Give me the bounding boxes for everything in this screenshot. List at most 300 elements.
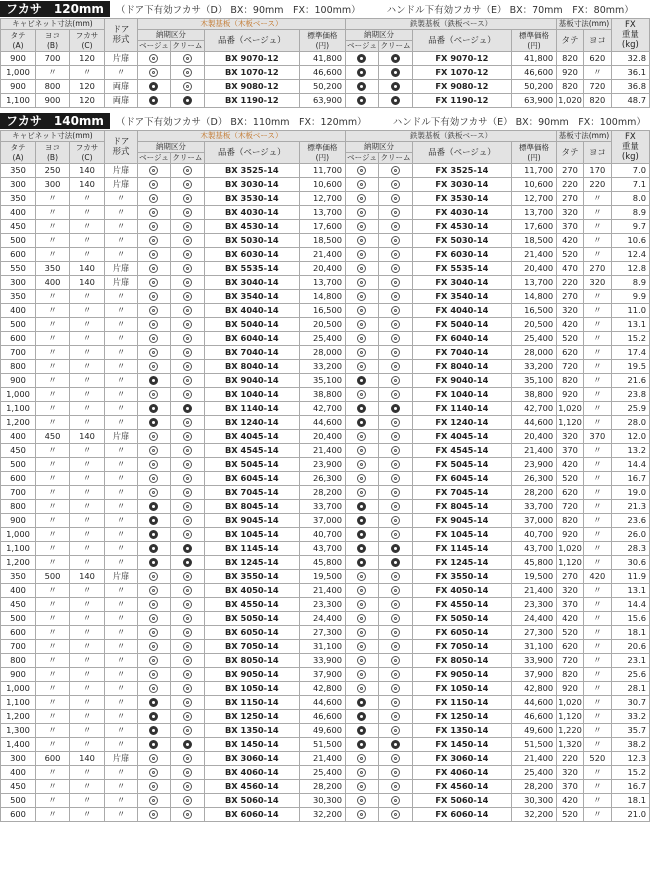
table-row [1, 66, 650, 80]
table-cell: 〃 [105, 346, 138, 360]
filled-circle-icon [378, 80, 412, 94]
table-cell: 〃 [583, 598, 611, 612]
double-circle-icon [170, 52, 204, 66]
table-cell: FX 1250-14 [412, 710, 511, 724]
table-cell: BX 6045-14 [204, 472, 299, 486]
table-cell: 13,700 [299, 206, 345, 220]
section-title: フカサ 120mm [0, 1, 110, 17]
table-cell: 35,100 [511, 374, 556, 388]
table-row [1, 640, 650, 654]
table-cell: 120 [70, 52, 105, 66]
double-circle-icon [137, 304, 170, 318]
table-cell: 270 [557, 290, 584, 304]
table-cell: 〃 [36, 682, 70, 696]
double-circle-icon [346, 682, 379, 696]
table-cell: 28.3 [611, 542, 649, 556]
filled-circle-icon [378, 556, 412, 570]
table-cell: 16.7 [611, 780, 649, 794]
table-cell: 21,400 [299, 248, 345, 262]
table-cell: 140 [70, 570, 105, 584]
table-cell: 46,600 [299, 710, 345, 724]
table-cell: 片扉 [105, 570, 138, 584]
table-cell: 1,100 [1, 542, 36, 556]
double-circle-icon [137, 66, 170, 80]
table-cell: 63,900 [299, 94, 345, 108]
table-cell: FX 1190-12 [412, 94, 511, 108]
table-cell: 270 [557, 570, 584, 584]
double-circle-icon [170, 444, 204, 458]
table-cell: 〃 [70, 654, 105, 668]
table-row [1, 248, 650, 262]
table-cell: 〃 [70, 234, 105, 248]
table-cell: 500 [1, 234, 36, 248]
table-row [1, 556, 650, 570]
table-cell: 1,200 [1, 416, 36, 430]
table-cell: BX 1050-14 [204, 682, 299, 696]
table-cell: 28,000 [511, 346, 556, 360]
filled-circle-icon [137, 374, 170, 388]
table-cell: 〃 [105, 360, 138, 374]
tate-header: タテ (A) [1, 142, 36, 164]
table-header [1, 131, 650, 164]
table-cell: 〃 [70, 66, 105, 80]
table-cell: 620 [557, 640, 584, 654]
double-circle-icon [137, 598, 170, 612]
table-cell: FX 1140-14 [412, 402, 511, 416]
table-cell: BX 1150-14 [204, 696, 299, 710]
table-cell: 28.0 [611, 416, 649, 430]
plate-header: 基板寸法(mm) [557, 19, 612, 30]
table-cell: 〃 [583, 794, 611, 808]
table-cell: 15.6 [611, 612, 649, 626]
table-cell: FX 6060-14 [412, 808, 511, 822]
table-cell: FX 4040-14 [412, 304, 511, 318]
table-cell: 900 [1, 668, 36, 682]
table-cell: 〃 [36, 192, 70, 206]
filled-circle-icon [346, 542, 379, 556]
table-cell: 21,400 [511, 444, 556, 458]
table-cell: 28,200 [299, 486, 345, 500]
table-cell: 120 [70, 80, 105, 94]
table-cell: 44,600 [299, 416, 345, 430]
double-circle-icon [170, 234, 204, 248]
table-cell: 11,700 [299, 164, 345, 178]
table-cell: 〃 [70, 290, 105, 304]
beige-header: ベージュ [347, 41, 377, 50]
table-cell: 〃 [36, 234, 70, 248]
double-circle-icon [378, 808, 412, 822]
double-circle-icon [137, 682, 170, 696]
table-cell: 〃 [36, 220, 70, 234]
table-cell: 〃 [105, 486, 138, 500]
table-cell: 400 [1, 304, 36, 318]
table-cell: 〃 [36, 66, 70, 80]
tate-header: タテ (A) [1, 30, 36, 52]
table-cell: 450 [1, 780, 36, 794]
table-row [1, 388, 650, 402]
table-cell: 〃 [36, 374, 70, 388]
double-circle-icon [346, 654, 379, 668]
table-cell: BX 1140-14 [204, 402, 299, 416]
table-cell: BX 4060-14 [204, 766, 299, 780]
filled-circle-icon [137, 94, 170, 108]
table-cell: 33,700 [511, 500, 556, 514]
table-cell: 40,700 [511, 528, 556, 542]
table-cell: 28.1 [611, 682, 649, 696]
table-cell: 28,200 [299, 780, 345, 794]
filled-circle-icon [346, 94, 379, 108]
double-circle-icon [378, 332, 412, 346]
double-circle-icon [137, 52, 170, 66]
table-cell: 470 [557, 262, 584, 276]
table-row [1, 416, 650, 430]
table-row [1, 234, 650, 248]
table-cell: 〃 [70, 710, 105, 724]
double-circle-icon [346, 192, 379, 206]
double-circle-icon [170, 570, 204, 584]
table-cell: 1,400 [1, 738, 36, 752]
table-cell: 31,100 [511, 640, 556, 654]
hinban-header: 品番（ベージュ） [412, 142, 511, 164]
table-cell: 〃 [36, 654, 70, 668]
table-cell: BX 4560-14 [204, 780, 299, 794]
table-cell: 〃 [36, 444, 70, 458]
table-cell: FX 3040-14 [412, 276, 511, 290]
filled-circle-icon [346, 500, 379, 514]
table-cell: 〃 [583, 640, 611, 654]
filled-circle-icon [378, 94, 412, 108]
table-cell: 〃 [583, 710, 611, 724]
table-cell: BX 9050-14 [204, 668, 299, 682]
table-cell: 両扉 [105, 94, 138, 108]
table-cell: 32,200 [299, 808, 345, 822]
double-circle-icon [170, 794, 204, 808]
double-circle-icon [378, 612, 412, 626]
table-cell: 9.7 [611, 220, 649, 234]
double-circle-icon [378, 654, 412, 668]
filled-circle-icon [170, 542, 204, 556]
table-cell: 1,100 [1, 94, 36, 108]
table-cell: 〃 [36, 556, 70, 570]
table-cell: 〃 [583, 192, 611, 206]
table-cell: 〃 [105, 640, 138, 654]
table-cell: BX 1240-14 [204, 416, 299, 430]
table-row [1, 542, 650, 556]
hinban-header: 品番（ベージュ） [412, 30, 511, 52]
double-circle-icon [170, 276, 204, 290]
table-cell: 〃 [105, 374, 138, 388]
table-cell: 片扉 [105, 262, 138, 276]
table-cell: 19,500 [511, 570, 556, 584]
table-cell: 900 [1, 52, 36, 66]
double-circle-icon [346, 640, 379, 654]
table-cell: 420 [557, 234, 584, 248]
table-cell: FX 3060-14 [412, 752, 511, 766]
table-cell: 〃 [36, 626, 70, 640]
table-cell: 51,500 [511, 738, 556, 752]
table-cell: 140 [70, 430, 105, 444]
double-circle-icon [137, 668, 170, 682]
table-cell: BX 6060-14 [204, 808, 299, 822]
table-cell: 〃 [105, 780, 138, 794]
table-cell: 720 [557, 500, 584, 514]
table-cell: 〃 [70, 192, 105, 206]
table-cell: FX 9080-12 [412, 80, 511, 94]
table-cell: 〃 [105, 696, 138, 710]
table-cell: 450 [36, 430, 70, 444]
double-circle-icon [137, 444, 170, 458]
filled-circle-icon [170, 402, 204, 416]
price-header: 標準価格 (円) [511, 30, 556, 52]
double-circle-icon [137, 164, 170, 178]
table-row [1, 360, 650, 374]
table-cell: FX 4530-14 [412, 220, 511, 234]
table-cell: 〃 [36, 458, 70, 472]
table-cell: BX 7040-14 [204, 346, 299, 360]
cream-header: クリーム [380, 153, 411, 162]
table-cell: FX 6040-14 [412, 332, 511, 346]
table-cell: 42,700 [299, 402, 345, 416]
table-cell: FX 9045-14 [412, 514, 511, 528]
table-cell: 1,300 [1, 724, 36, 738]
table-cell: 11.9 [611, 570, 649, 584]
table-cell: 350 [1, 570, 36, 584]
table-cell: 〃 [36, 304, 70, 318]
table-cell: 〃 [105, 808, 138, 822]
double-circle-icon [378, 626, 412, 640]
table-cell: 30.6 [611, 556, 649, 570]
table-row [1, 80, 650, 94]
yoko-header: ヨコ (B) [36, 142, 70, 164]
plate-yoko-header: ヨコ [583, 142, 611, 164]
table-cell: 800 [36, 80, 70, 94]
table-cell: 〃 [583, 304, 611, 318]
double-circle-icon [378, 290, 412, 304]
table-cell: BX 8050-14 [204, 654, 299, 668]
table-cell: 〃 [36, 346, 70, 360]
table-cell: 〃 [70, 724, 105, 738]
table-cell: 〃 [105, 66, 138, 80]
double-circle-icon [346, 752, 379, 766]
cabinet-header: キャビネット寸法(mm) [1, 131, 105, 142]
table-cell: 600 [1, 472, 36, 486]
table-cell: 820 [557, 514, 584, 528]
table-cell: 〃 [105, 766, 138, 780]
table-cell: 320 [557, 304, 584, 318]
double-circle-icon [170, 682, 204, 696]
table-cell: 7.0 [611, 164, 649, 178]
table-cell: 〃 [583, 66, 611, 80]
table-cell: 〃 [70, 808, 105, 822]
double-circle-icon [170, 66, 204, 80]
table-row [1, 500, 650, 514]
table-cell: 920 [557, 388, 584, 402]
double-circle-icon [346, 360, 379, 374]
table-cell: 30,300 [511, 794, 556, 808]
table-cell: BX 3540-14 [204, 290, 299, 304]
table-cell: FX 1245-14 [412, 556, 511, 570]
table-cell: 10.6 [611, 234, 649, 248]
double-circle-icon [378, 752, 412, 766]
table-cell: 520 [557, 332, 584, 346]
table-cell: 33.2 [611, 710, 649, 724]
table-cell: 500 [1, 612, 36, 626]
double-circle-icon [346, 444, 379, 458]
table-cell: 450 [1, 598, 36, 612]
table-cell: BX 7050-14 [204, 640, 299, 654]
table-cell: 〃 [36, 388, 70, 402]
filled-circle-icon [170, 94, 204, 108]
double-circle-icon [170, 374, 204, 388]
double-circle-icon [346, 290, 379, 304]
door-header: ドア 形式 [105, 19, 138, 52]
table-cell: 300 [1, 276, 36, 290]
table-cell: 〃 [105, 724, 138, 738]
double-circle-icon [170, 304, 204, 318]
period-header: 納期区分 [137, 142, 204, 153]
table-cell: 〃 [70, 584, 105, 598]
table-cell: 〃 [36, 500, 70, 514]
table-row [1, 780, 650, 794]
table-cell: FX 1145-14 [412, 542, 511, 556]
table-cell: 25,400 [299, 332, 345, 346]
table-cell: 21,400 [511, 752, 556, 766]
table-cell: 12,700 [299, 192, 345, 206]
table-cell: 21,400 [299, 584, 345, 598]
double-circle-icon [170, 192, 204, 206]
double-circle-icon [137, 472, 170, 486]
table-cell: FX 6045-14 [412, 472, 511, 486]
table-cell: 13.1 [611, 318, 649, 332]
table-cell: 〃 [36, 402, 70, 416]
table-cell: 350 [1, 164, 36, 178]
table-cell: BX 4550-14 [204, 598, 299, 612]
double-circle-icon [137, 794, 170, 808]
double-circle-icon [137, 346, 170, 360]
table-cell: 51,500 [299, 738, 345, 752]
table-cell: 1,320 [557, 738, 584, 752]
table-cell: 520 [557, 472, 584, 486]
double-circle-icon [378, 794, 412, 808]
table-cell: BX 9040-14 [204, 374, 299, 388]
double-circle-icon [170, 220, 204, 234]
table-cell: 18,500 [299, 234, 345, 248]
wood-header: 木製基板（木板ベース） [137, 19, 345, 30]
double-circle-icon [378, 640, 412, 654]
table-cell: 〃 [105, 416, 138, 430]
table-cell: 13.1 [611, 584, 649, 598]
table-cell: FX 4060-14 [412, 766, 511, 780]
table-cell: 〃 [70, 640, 105, 654]
table-cell: 17,600 [299, 220, 345, 234]
double-circle-icon [378, 472, 412, 486]
table-cell: 14,800 [299, 290, 345, 304]
period-header: 納期区分 [346, 142, 413, 153]
section-note: （ドア下有効フカサ（D） BX：110mm FX：120mm） [115, 117, 367, 128]
table-cell: 片扉 [105, 276, 138, 290]
table-row [1, 696, 650, 710]
table-cell: 〃 [583, 458, 611, 472]
double-circle-icon [378, 458, 412, 472]
table-cell: BX 5030-14 [204, 234, 299, 248]
table-cell: FX 1070-12 [412, 66, 511, 80]
table-cell: 21,400 [511, 584, 556, 598]
table-cell: FX 3525-14 [412, 164, 511, 178]
table-cell: 〃 [105, 332, 138, 346]
table-cell: 600 [36, 752, 70, 766]
plate-tate-header: タテ [557, 142, 584, 164]
table-cell: FX 5060-14 [412, 794, 511, 808]
double-circle-icon [137, 430, 170, 444]
table-cell: 〃 [70, 514, 105, 528]
table-cell: 37,900 [299, 668, 345, 682]
table-cell: 900 [1, 80, 36, 94]
table-cell: 〃 [36, 332, 70, 346]
table-cell: 〃 [583, 738, 611, 752]
table-cell: 18.1 [611, 794, 649, 808]
double-circle-icon [170, 654, 204, 668]
double-circle-icon [170, 486, 204, 500]
table-cell: 63,900 [511, 94, 556, 108]
table-cell: 140 [70, 262, 105, 276]
table-cell: 500 [36, 570, 70, 584]
table-cell: FX 7045-14 [412, 486, 511, 500]
table-cell: 800 [1, 500, 36, 514]
table-cell: 33,200 [299, 360, 345, 374]
table-cell: 〃 [70, 220, 105, 234]
fukasa-header: フカサ (C) [70, 30, 105, 52]
table-cell: 〃 [70, 388, 105, 402]
double-circle-icon [346, 458, 379, 472]
table-cell: 〃 [583, 346, 611, 360]
double-circle-icon [346, 598, 379, 612]
table-row [1, 598, 650, 612]
table-row [1, 276, 650, 290]
double-circle-icon [170, 248, 204, 262]
double-circle-icon [346, 248, 379, 262]
table-row [1, 444, 650, 458]
table-cell: 〃 [70, 738, 105, 752]
table-cell: 37,000 [299, 514, 345, 528]
double-circle-icon [378, 570, 412, 584]
table-cell: 片扉 [105, 178, 138, 192]
table-cell: 350 [1, 290, 36, 304]
table-cell: FX 4545-14 [412, 444, 511, 458]
table-cell: 1,120 [557, 556, 584, 570]
table-cell: 〃 [583, 290, 611, 304]
table-cell: 8.0 [611, 192, 649, 206]
double-circle-icon [378, 234, 412, 248]
table-cell: 41,800 [511, 52, 556, 66]
double-circle-icon [346, 430, 379, 444]
table-cell: FX 9040-14 [412, 374, 511, 388]
double-circle-icon [170, 332, 204, 346]
double-circle-icon [137, 780, 170, 794]
door-header: ドア 形式 [105, 131, 138, 164]
double-circle-icon [170, 514, 204, 528]
table-cell: 20.6 [611, 640, 649, 654]
table-cell: BX 3550-14 [204, 570, 299, 584]
table-cell: 25,400 [511, 332, 556, 346]
table-cell: 〃 [583, 556, 611, 570]
table-cell: 820 [557, 668, 584, 682]
table-cell: 800 [1, 654, 36, 668]
table-cell: 46,600 [511, 710, 556, 724]
double-circle-icon [346, 234, 379, 248]
table-cell: 14,800 [511, 290, 556, 304]
double-circle-icon [137, 276, 170, 290]
table-cell: 〃 [583, 514, 611, 528]
